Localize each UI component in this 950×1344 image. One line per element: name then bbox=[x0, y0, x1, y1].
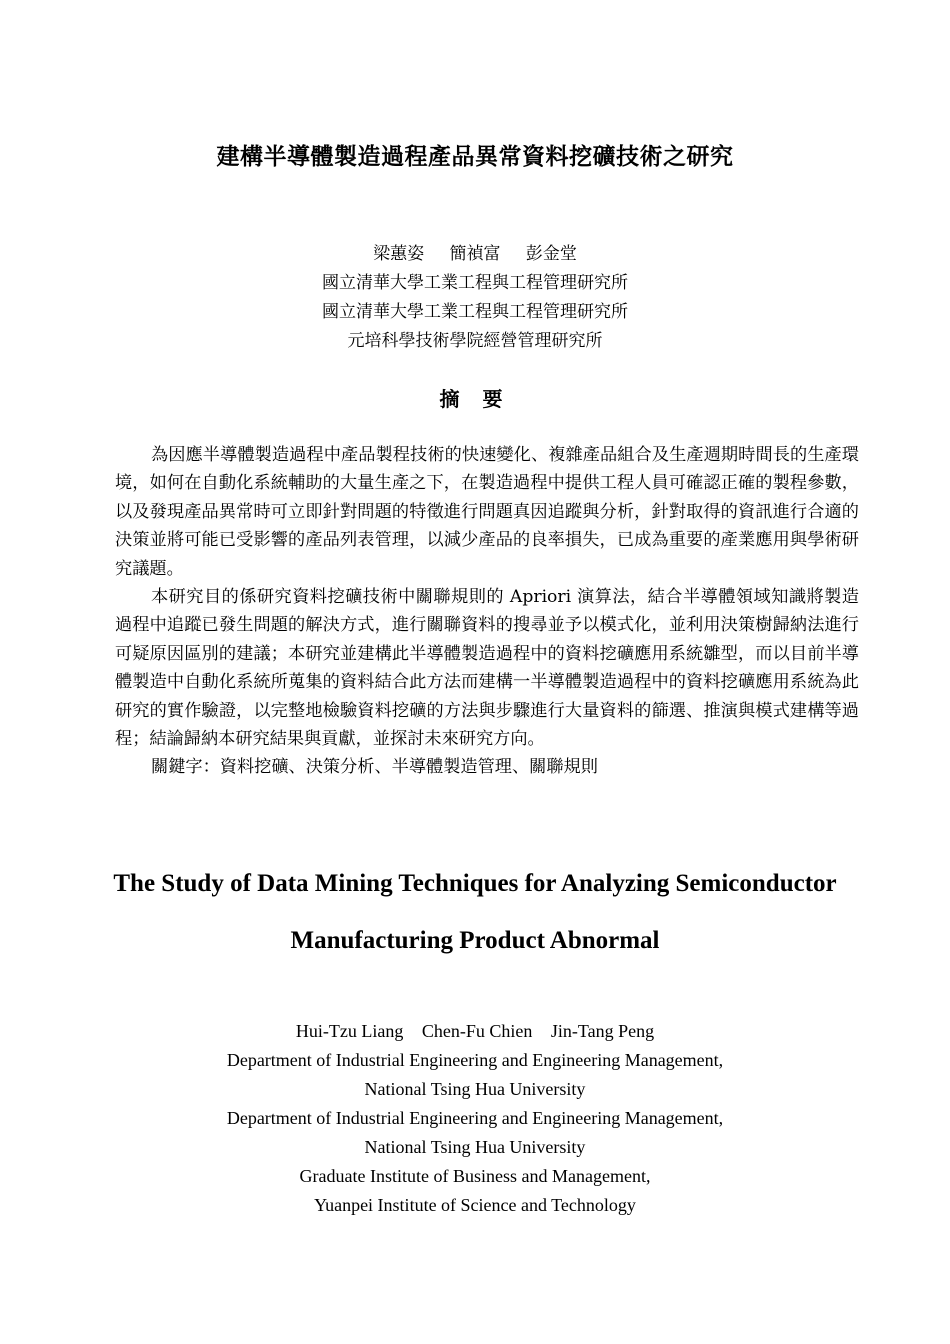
author-name: 梁蕙姿 bbox=[373, 244, 425, 264]
english-title bbox=[0, 855, 950, 969]
author-name: 彭金堂 bbox=[525, 244, 577, 264]
abstract-paragraph: 本研究目的係研究資料挖礦技術中關聯規則的 Apriori 演算法，結合半導體領域知識將製造過程中追蹤已發生問題的解決方式，進行關聯資料的搜尋並予以模式化，並利用決策樹歸納法進行可疑原因區別的建議；本研究並建構此半導體製造過程中的資料挖礦應用系統雛型，而以目前半導體製造中自動化系統所蒐集的資料結合此方法而建構一半導體製造過程中的資料挖礦應用系統為此研究的實作驗證，以完整地檢驗資料挖礦的方法與步驟進行大量資料的篩選、推演與模式建構等過程；結論歸納本研究結果與貢獻，並探討未來研究方向。 bbox=[115, 587, 859, 750]
english-title-line: The Study of Data Mining Techniques for Analyzing Semiconductor bbox=[113, 870, 837, 897]
author-affiliation: National Tsing Hua University bbox=[364, 1137, 586, 1157]
abstract-heading: 摘 要 bbox=[439, 387, 511, 411]
chinese-abstract bbox=[115, 441, 859, 782]
author-name: 簡禎富 bbox=[449, 244, 501, 264]
author-affiliation: 元培科學技術學院經營管理研究所 bbox=[347, 331, 603, 351]
chinese-title: 建構半導體製造過程產品異常資料挖礦技術之研究 bbox=[216, 143, 734, 170]
author-name: Chen-Fu Chien bbox=[421, 1021, 533, 1041]
keywords-line: 關鍵字：資料挖礦、決策分析、半導體製造管理、關聯規則 bbox=[151, 757, 598, 778]
author-name: Jin-Tang Peng bbox=[550, 1021, 655, 1041]
abstract-paragraph: 為因應半導體製造過程中產品製程技術的快速變化、複雜產品組合及生產週期時間長的生產環境，如何在自動化系統輔助的大量生產之下，在製造過程中提供工程人員可確認正確的製程參數，以及發現產品異常時可立即針對問題的特徵進行問題真因追蹤與分析，針對取得的資訊進行合適的決策並將可能已受影響的產品列表管理，以減少產品的良率損失，已成為重要的產業應用與學術研究議題。 bbox=[115, 445, 859, 579]
author-affiliation: Graduate Institute of Business and Management, bbox=[299, 1166, 651, 1186]
author-name: Hui-Tzu Liang bbox=[295, 1021, 404, 1041]
chinese-author-names bbox=[0, 240, 950, 269]
author-affiliation: Department of Industrial Engineering and Engineering Management, bbox=[226, 1108, 724, 1128]
english-author-names bbox=[0, 1017, 950, 1046]
chinese-author-block bbox=[0, 240, 950, 356]
author-affiliation: Department of Industrial Engineering and Engineering Management, bbox=[226, 1050, 724, 1070]
author-affiliation: 國立清華大學工業工程與工程管理研究所 bbox=[322, 302, 628, 322]
author-affiliation: Yuanpei Institute of Science and Technology bbox=[314, 1195, 636, 1215]
author-affiliation: 國立清華大學工業工程與工程管理研究所 bbox=[322, 273, 628, 293]
english-title-line: Manufacturing Product Abnormal bbox=[290, 927, 660, 954]
english-author-block bbox=[0, 1017, 950, 1220]
author-affiliation: National Tsing Hua University bbox=[364, 1079, 586, 1099]
